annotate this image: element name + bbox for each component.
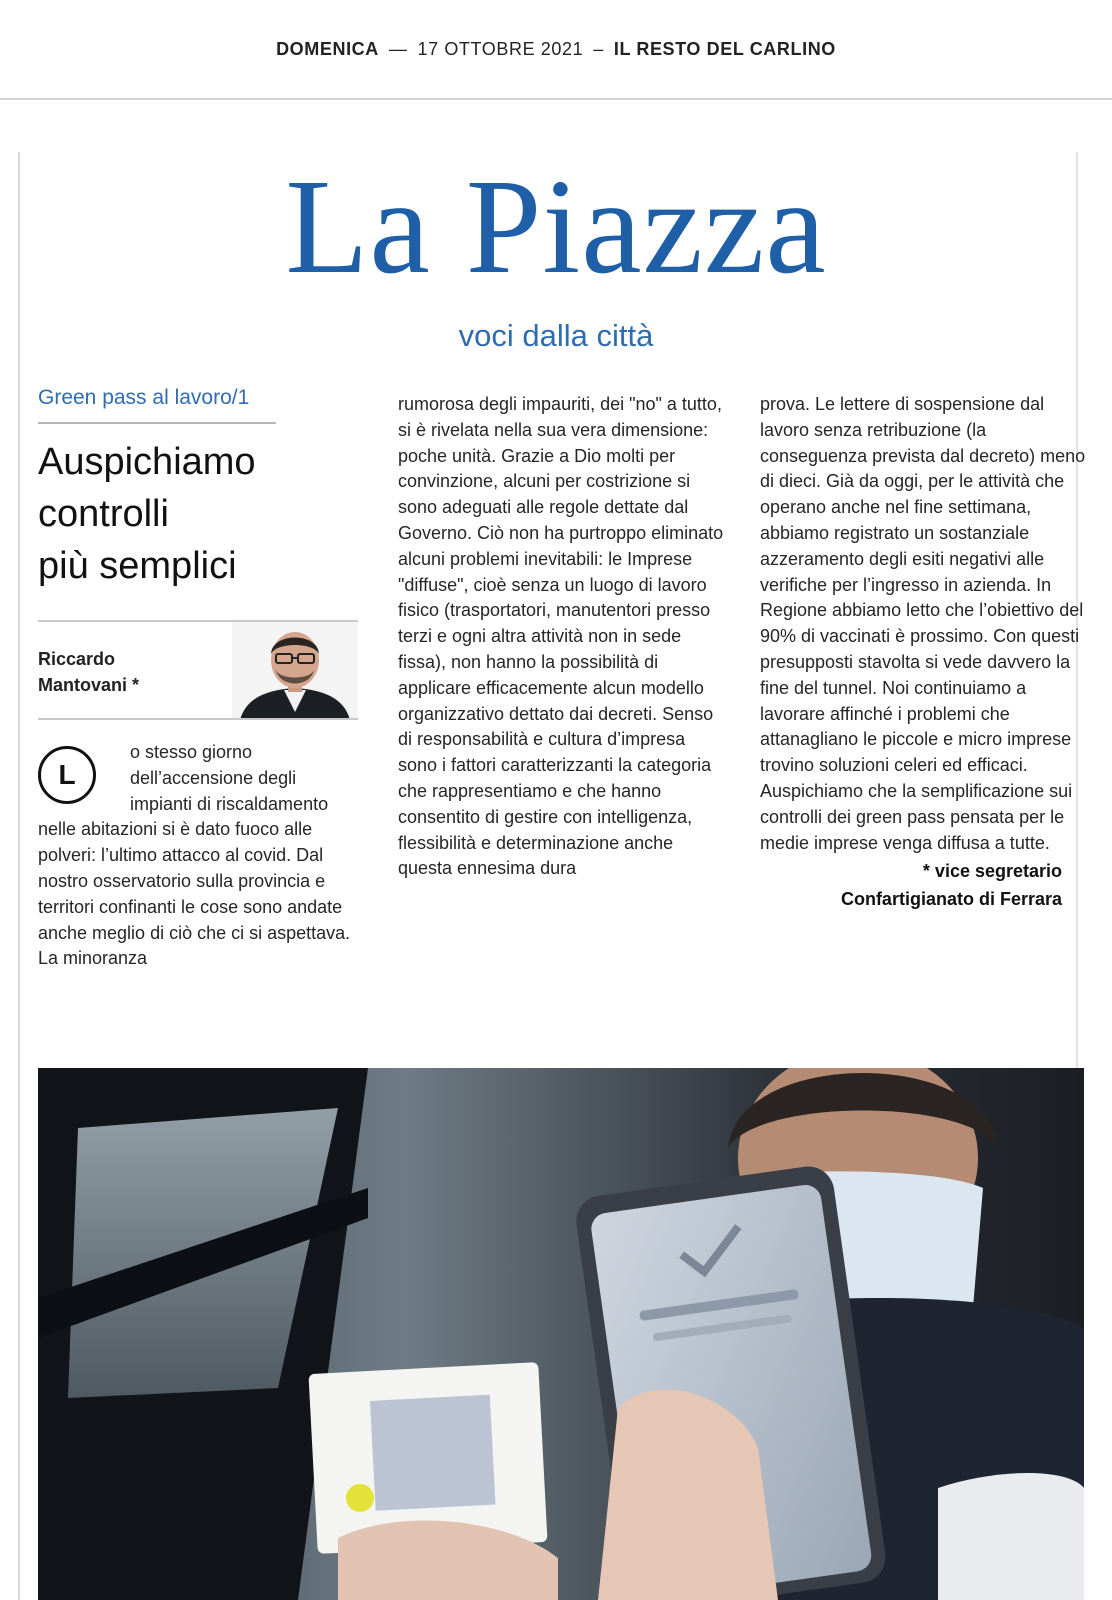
headline-line: più semplici bbox=[38, 545, 237, 587]
article-column-1 bbox=[38, 384, 358, 972]
section-subtitle: voci dalla città bbox=[458, 318, 654, 353]
byline bbox=[38, 620, 358, 720]
article-text: o stesso giorno dell’accensione degli impianti di riscaldamento nelle abitazioni si è dato fuoco alle polveri: l’ultimo attacco al covid. Dal nostro osservatorio sulla provincia e territori confinanti le cose sono andate anche meglio di ciò che ci si aspettava. La minoranza bbox=[38, 742, 351, 969]
masthead-paper: IL RESTO DEL CARLINO bbox=[613, 38, 836, 59]
author-first-name: Riccardo bbox=[38, 649, 116, 669]
section-title: La Piazza bbox=[285, 152, 827, 302]
masthead-dash: – bbox=[593, 38, 604, 59]
masthead-day: DOMENICA bbox=[276, 38, 379, 59]
headline-line: controlli bbox=[38, 493, 169, 535]
article-column-2 bbox=[398, 392, 728, 882]
article-body-start bbox=[38, 740, 358, 972]
article-column-3 bbox=[760, 392, 1090, 912]
article-photo bbox=[38, 1068, 1084, 1600]
masthead bbox=[0, 0, 1112, 100]
kicker-underline bbox=[38, 422, 276, 424]
headline-line: Auspichiamo bbox=[38, 441, 256, 483]
masthead-date: 17 OTTOBRE 2021 bbox=[417, 38, 584, 59]
article-text: prova. Le lettere di sospensione dal lavoro senza retribuzione (la conseguenza prevista dal decreto) meno di dieci. Già da oggi, per le attività che operano anche nel fine settimana, abbiamo registrato un sostanziale azzeramento degli esiti negativi alle verifiche per l’ingresso in azienda. In Regione abbiamo letto che l’obiettivo del 90% di vaccinati è prossimo. Con questi presupposti stavolta si vede davvero la fine del tunnel. Noi continuiamo a lavorare affinché i problemi che attanagliano le piccole e micro imprese trovino soluzioni celeri ed efficaci. Auspichiamo che la semplificazione sui controlli dei green pass pensata per le medie imprese venga diffusa a tutte. bbox=[760, 394, 1086, 853]
dropcap-circle-icon: L bbox=[38, 746, 96, 804]
byline-rule bbox=[38, 718, 358, 720]
article-kicker: Green pass al lavoro/1 bbox=[38, 386, 250, 409]
article-text: rumorosa degli impauriti, dei "no" a tutto, si è rivelata nella sua vera dimensione: poche unità. Grazie a Dio molti per convinzione, alcuni per costrizione si sono adeguati alle regole dettate dal Governo. Ciò non ha purtroppo eliminato alcuni problemi inevitabili: le Imprese "diffuse", cioè senza un luogo di lavoro fisico (trasportatori, manutentori presso terzi e ogni altra attività non in sede fissa), non hanno la possibilità di applicare efficacemente alcun modello organizzativo dettato dai decreti. Senso di responsabilità e cultura d’impresa sono i fattori caratterizzanti la categoria che rappresentiamo e che hanno consentito di gestire con intelligenza, flessibilità e determinazione anche questa ennesima dura bbox=[398, 394, 724, 879]
green-pass-check-photo bbox=[38, 1068, 1084, 1600]
author-portrait bbox=[232, 622, 358, 720]
author-name bbox=[38, 646, 139, 698]
signature-organization: Confartigianato di Ferrara bbox=[840, 889, 1062, 910]
author-last-name: Mantovani * bbox=[38, 675, 140, 695]
signature-role: * vice segretario bbox=[922, 861, 1062, 882]
masthead-dash: — bbox=[388, 38, 408, 59]
article-headline bbox=[38, 436, 358, 592]
